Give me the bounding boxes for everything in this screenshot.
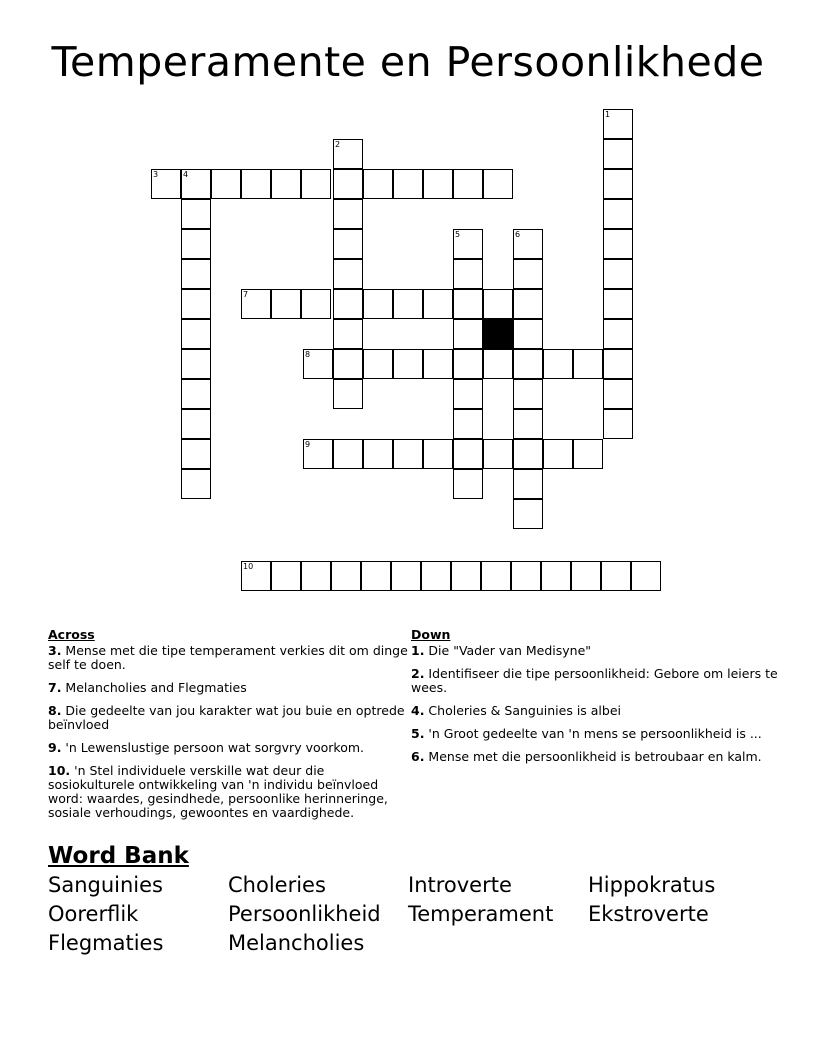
crossword-cell[interactable] <box>301 289 331 319</box>
crossword-cell[interactable] <box>393 439 423 469</box>
crossword-cell[interactable] <box>271 169 301 199</box>
clue-text: 'n Groot gedeelte van 'n mens se persoonlikheid is ... <box>424 726 762 741</box>
clue-text: Identifiseer die tipe persoonlikheid: Gebore om leiers te wees. <box>411 666 778 695</box>
crossword-cell[interactable] <box>541 561 571 591</box>
clue-number: 7 <box>243 290 249 299</box>
crossword-cell[interactable] <box>181 439 211 469</box>
clue-number-label: 7. <box>48 680 62 695</box>
crossword-cell[interactable] <box>453 289 483 319</box>
crossword-cell[interactable] <box>333 319 363 349</box>
crossword-cell[interactable] <box>271 289 301 319</box>
clue-text: Die "Vader van Medisyne" <box>424 643 592 658</box>
crossword-cell[interactable] <box>483 289 513 319</box>
crossword-cell[interactable] <box>483 439 513 469</box>
crossword-cell[interactable] <box>571 561 601 591</box>
crossword-cell[interactable] <box>271 561 301 591</box>
word-bank-item: Ekstroverte <box>588 902 709 926</box>
crossword-cell[interactable] <box>423 289 453 319</box>
clue-number-label: 5. <box>411 726 425 741</box>
crossword-cell[interactable] <box>301 561 331 591</box>
across-clues <box>48 628 408 829</box>
crossword-cell[interactable] <box>513 319 543 349</box>
crossword-cell[interactable] <box>333 199 363 229</box>
clue-number-label: 2. <box>411 666 425 681</box>
word-bank-item: Sanguinies <box>48 873 163 897</box>
clue-number-label: 1. <box>411 643 425 658</box>
crossword-cell[interactable] <box>301 169 331 199</box>
crossword-cell[interactable] <box>363 289 393 319</box>
clue-text: Mense met die persoonlikheid is betroubaar en kalm. <box>424 749 762 764</box>
crossword-cell[interactable] <box>511 561 541 591</box>
crossword-cell[interactable] <box>513 289 543 319</box>
crossword-black-cell <box>483 319 513 349</box>
crossword-cell[interactable] <box>603 289 633 319</box>
crossword-cell[interactable] <box>603 409 633 439</box>
clue-number: 2 <box>335 140 341 149</box>
crossword-cell[interactable] <box>421 561 451 591</box>
crossword-cell[interactable] <box>181 409 211 439</box>
word-bank-item: Melancholies <box>228 931 365 955</box>
crossword-cell[interactable] <box>483 349 513 379</box>
crossword-cell[interactable] <box>573 439 603 469</box>
crossword-cell[interactable] <box>363 349 393 379</box>
clue-number: 5 <box>455 230 461 239</box>
crossword-cell[interactable] <box>453 469 483 499</box>
crossword-cell[interactable] <box>603 319 633 349</box>
crossword-cell[interactable] <box>603 169 633 199</box>
crossword-cell[interactable] <box>393 349 423 379</box>
crossword-cell[interactable] <box>393 169 423 199</box>
crossword-cell[interactable] <box>181 469 211 499</box>
crossword-cell[interactable] <box>543 439 573 469</box>
crossword-cell[interactable] <box>453 349 483 379</box>
down-clue <box>411 750 781 764</box>
crossword-cell[interactable] <box>453 409 483 439</box>
crossword-cell[interactable] <box>423 169 453 199</box>
crossword-cell[interactable] <box>603 229 633 259</box>
crossword-cell[interactable] <box>631 561 661 591</box>
crossword-cell[interactable] <box>423 439 453 469</box>
clue-number-label: 4. <box>411 703 425 718</box>
crossword-cell[interactable] <box>513 379 543 409</box>
crossword-cell[interactable] <box>603 259 633 289</box>
crossword-cell[interactable] <box>333 259 363 289</box>
across-clue <box>48 644 408 672</box>
crossword-cell[interactable] <box>453 379 483 409</box>
crossword-cell[interactable] <box>181 349 211 379</box>
crossword-cell[interactable] <box>241 169 271 199</box>
crossword-cell[interactable] <box>543 349 573 379</box>
crossword-cell[interactable] <box>333 349 363 379</box>
clue-number: 9 <box>305 440 311 449</box>
down-clue <box>411 667 781 695</box>
clue-text: Mense met die tipe temperament verkies dit om dinge self te doen. <box>48 643 408 672</box>
crossword-cell[interactable] <box>333 169 363 199</box>
clue-text: Die gedeelte van jou karakter wat jou buie en optrede beïnvloed <box>48 703 405 732</box>
down-clues <box>411 628 781 773</box>
crossword-cell[interactable] <box>423 349 453 379</box>
crossword-cell[interactable] <box>513 469 543 499</box>
crossword-cell[interactable] <box>333 289 363 319</box>
clue-number-label: 8. <box>48 703 62 718</box>
word-bank-item: Persoonlikheid <box>228 902 381 926</box>
word-bank-item: Oorerflik <box>48 902 139 926</box>
crossword-cell[interactable] <box>333 439 363 469</box>
clue-number: 4 <box>183 170 189 179</box>
crossword-cell[interactable] <box>603 379 633 409</box>
word-bank-item: Introverte <box>408 873 512 897</box>
crossword-cell[interactable] <box>453 319 483 349</box>
clue-text: 'n Stel individuele verskille wat deur die sosiokulturele ontwikkeling van 'n individu beïnvloed word: waardes, gesindhede, persoonlike herinneringe, sosiale verhoudings, gewoontes en vaardighede. <box>48 763 388 820</box>
page-title: Temperamente en Persoonlikhede <box>51 38 765 86</box>
word-bank-heading: Word Bank <box>48 843 189 869</box>
crossword-cell[interactable] <box>181 319 211 349</box>
crossword-cell[interactable] <box>513 409 543 439</box>
down-clue <box>411 704 781 718</box>
clue-number: 3 <box>153 170 159 179</box>
down-clue <box>411 644 781 658</box>
crossword-cell[interactable] <box>363 169 393 199</box>
crossword-cell[interactable] <box>181 379 211 409</box>
crossword-cell[interactable] <box>603 349 633 379</box>
across-heading: Across <box>48 627 95 642</box>
crossword-cell[interactable] <box>333 229 363 259</box>
across-clue <box>48 704 408 732</box>
across-clue <box>48 681 408 695</box>
crossword-cell[interactable] <box>453 439 483 469</box>
crossword-cell[interactable] <box>513 499 543 529</box>
crossword-cell[interactable] <box>601 561 631 591</box>
clue-number: 8 <box>305 350 311 359</box>
crossword-cell[interactable] <box>481 561 511 591</box>
crossword-cell[interactable] <box>513 259 543 289</box>
crossword-cell[interactable] <box>451 561 481 591</box>
crossword-cell[interactable] <box>181 199 211 229</box>
crossword-cell[interactable] <box>513 349 543 379</box>
clue-number-label: 6. <box>411 749 425 764</box>
across-clue <box>48 741 408 755</box>
word-bank-item: Temperament <box>408 902 554 926</box>
crossword-cell[interactable] <box>181 289 211 319</box>
crossword-cell[interactable] <box>573 349 603 379</box>
across-clue <box>48 764 408 820</box>
crossword-cell[interactable] <box>181 229 211 259</box>
crossword-cell[interactable] <box>333 379 363 409</box>
crossword-cell[interactable] <box>181 259 211 289</box>
clue-text: Melancholies and Flegmaties <box>61 680 247 695</box>
crossword-cell[interactable] <box>483 169 513 199</box>
word-bank-item: Hippokratus <box>588 873 716 897</box>
crossword-cell[interactable] <box>453 259 483 289</box>
clue-text: Choleries & Sanguinies is albei <box>424 703 622 718</box>
clue-number: 6 <box>515 230 521 239</box>
crossword-cell[interactable] <box>211 169 241 199</box>
crossword-cell[interactable] <box>513 439 543 469</box>
clue-text: 'n Lewenslustige persoon wat sorgvry voorkom. <box>61 740 364 755</box>
crossword-cell[interactable] <box>453 169 483 199</box>
down-heading: Down <box>411 627 451 642</box>
crossword-cell[interactable] <box>603 139 633 169</box>
clue-number: 1 <box>605 110 611 119</box>
clue-number-label: 10. <box>48 763 71 778</box>
crossword-cell[interactable] <box>363 439 393 469</box>
clue-number-label: 9. <box>48 740 62 755</box>
clue-number-label: 3. <box>48 643 62 658</box>
clue-number: 10 <box>243 562 254 571</box>
word-bank-item: Choleries <box>228 873 326 897</box>
crossword-cell[interactable] <box>603 199 633 229</box>
crossword-cell[interactable] <box>391 561 421 591</box>
crossword-cell[interactable] <box>393 289 423 319</box>
crossword-cell[interactable] <box>361 561 391 591</box>
crossword-cell[interactable] <box>331 561 361 591</box>
down-clue <box>411 727 781 741</box>
word-bank-item: Flegmaties <box>48 931 164 955</box>
